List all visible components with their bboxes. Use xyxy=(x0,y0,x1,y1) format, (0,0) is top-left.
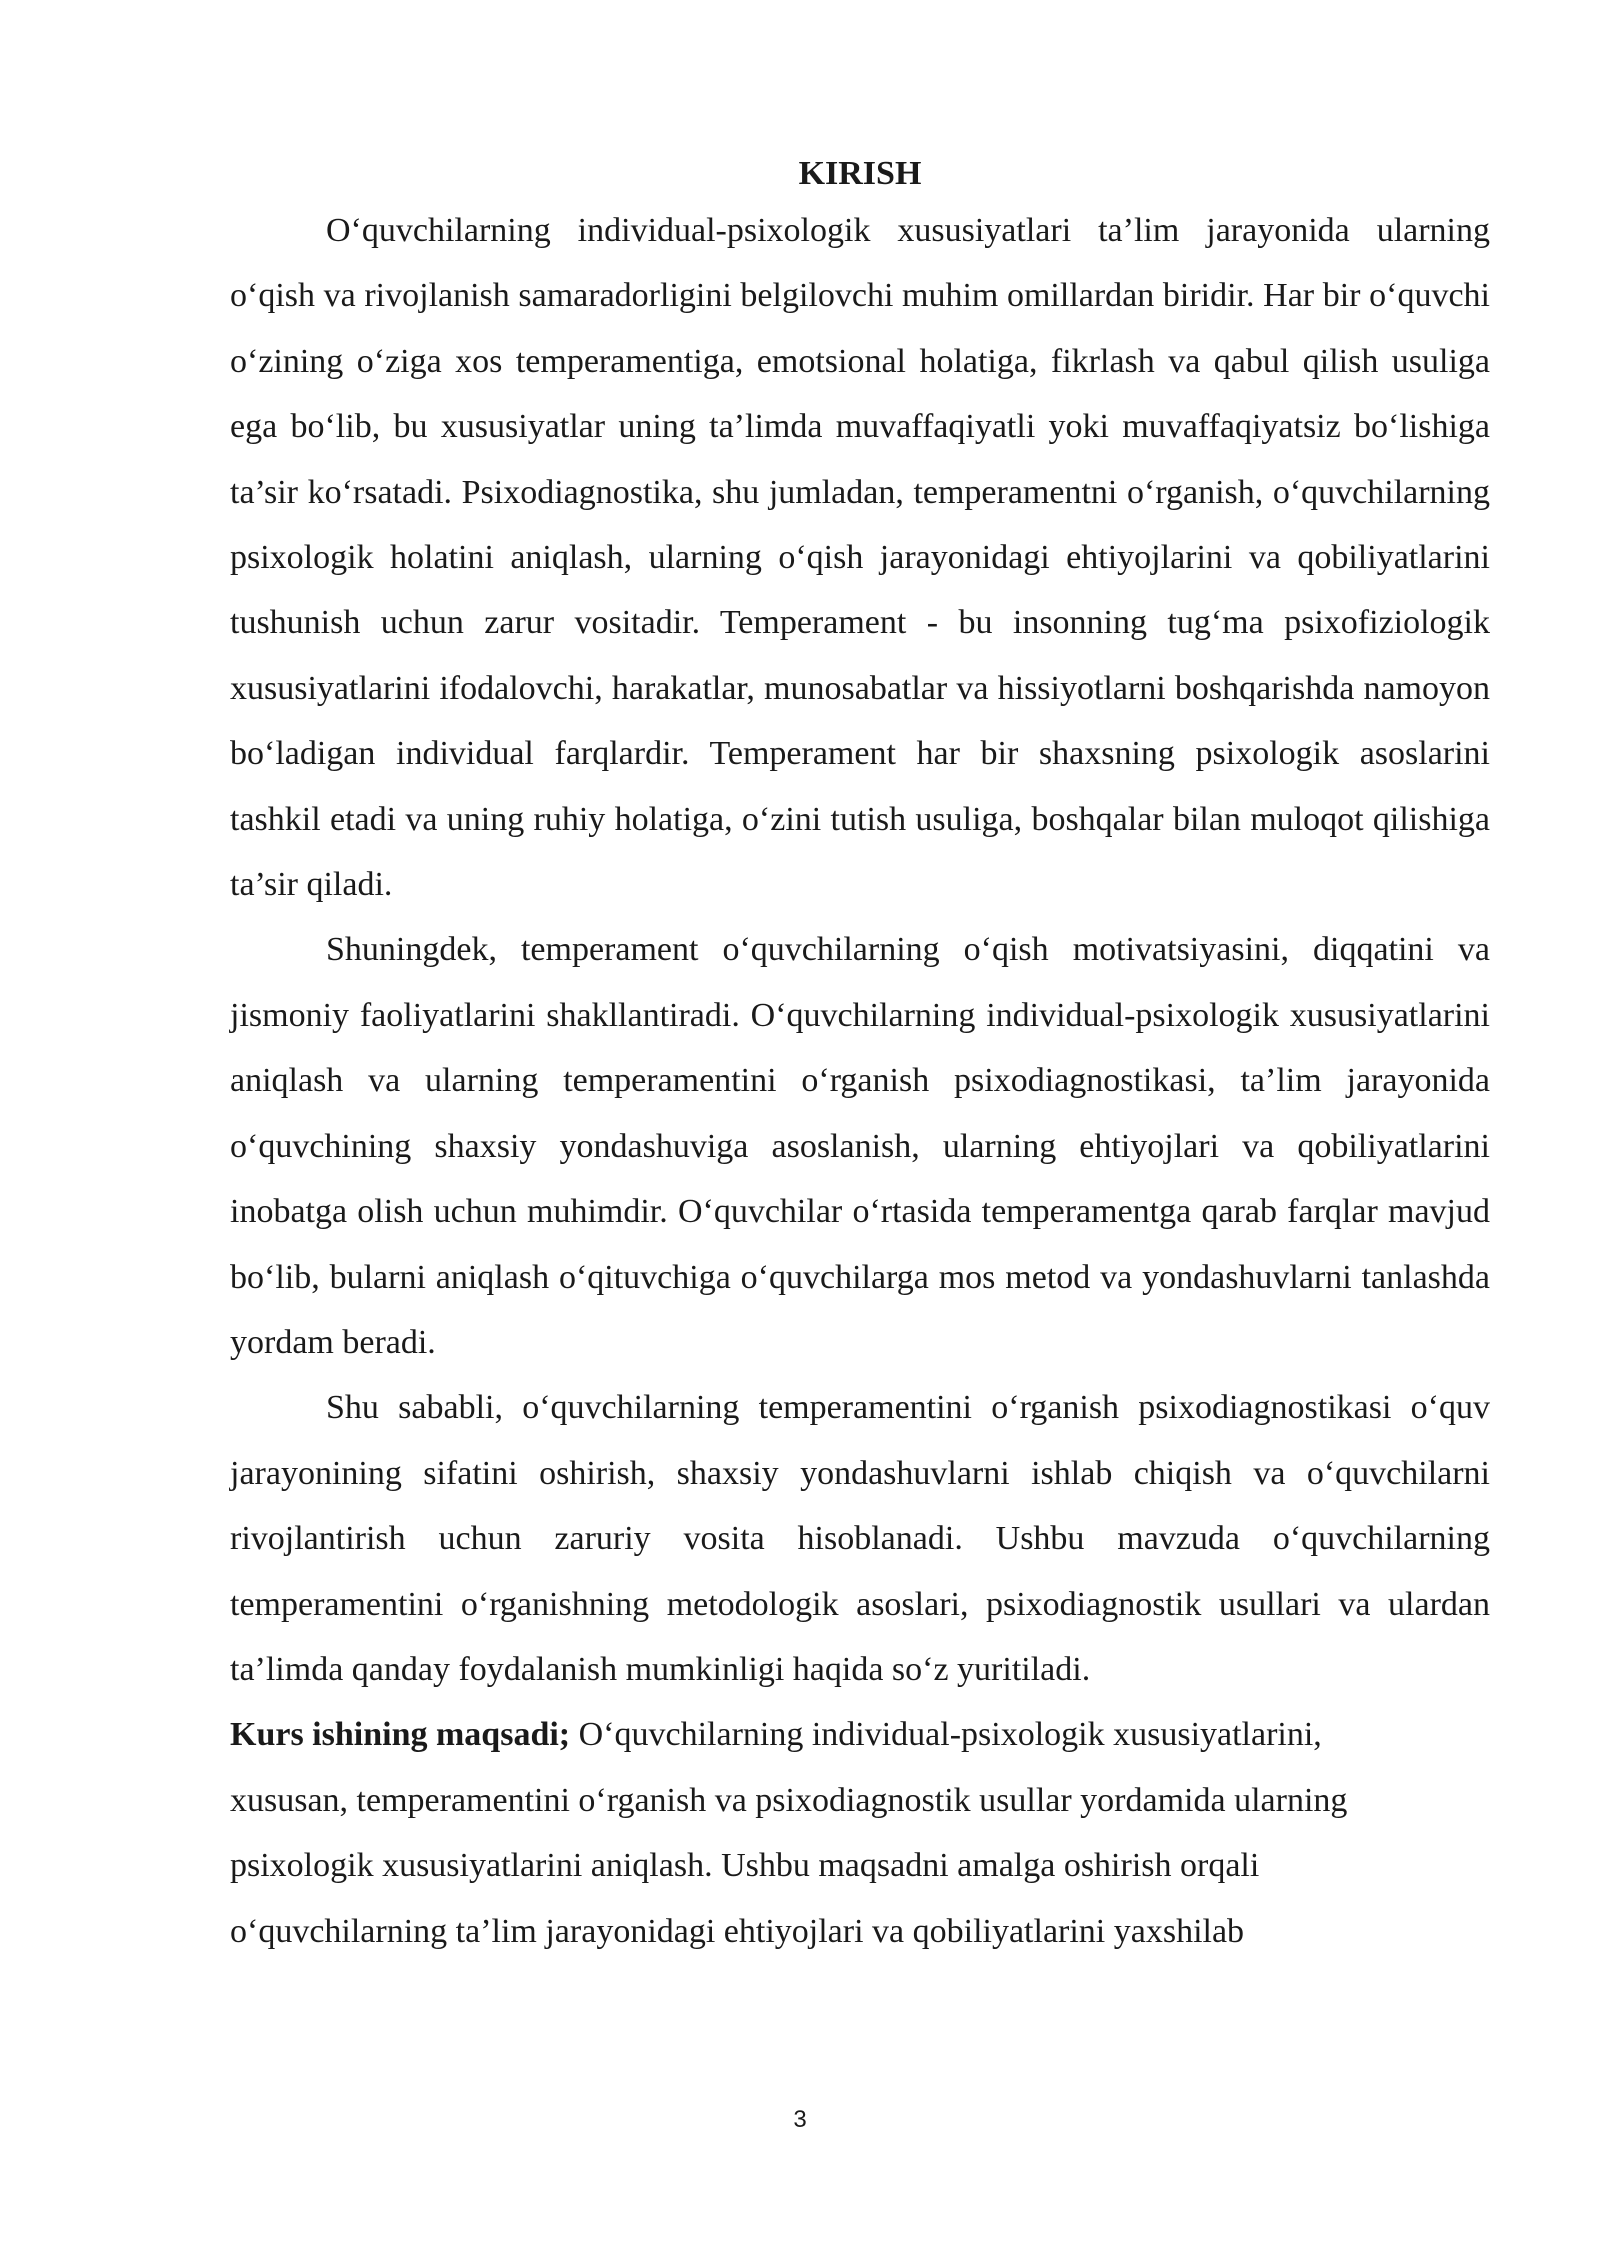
goal-line-3: psixologik xususiyatlarini aniqlash. Ushbu maqsadni amalga oshirish orqali xyxy=(230,1847,1260,1885)
page-number: 3 xyxy=(793,2106,807,2133)
goal-line-4: o‘quvchilarning ta’lim jarayonidagi ehtiyojlari va qobiliyatlarini yaxshilab xyxy=(230,1912,1245,1950)
goal-label: Kurs ishining maqsadi; xyxy=(230,1716,571,1754)
paragraph-3: Shu sababli, o‘quvchilarning temperamentini o‘rganish psixodiagnostikasi o‘quv jarayonining sifatini oshirish, shaxsiy yondashuvlarni ishlab chiqish va o‘quvchilarni rivojlantirish uchun zaruriy vosita hisoblanadi. Ushbu mavzuda o‘quvchilarning temperamentini o‘rganishning metodologik asoslari, psixodiagnostik usullari va ulardan ta’limda qanday foydalanish mumkinligi haqida so‘z yuritiladi. xyxy=(230,1389,1490,1688)
goal-paragraph xyxy=(230,1702,1490,1964)
goal-line-1: O‘quvchilarning individual-psixologik xususiyatlarini, xyxy=(570,1716,1322,1754)
paragraph-1: O‘quvchilarning individual-psixologik xususiyatlari ta’lim jarayonida ularning o‘qish va rivojlanish samaradorligini belgilovchi muhim omillardan biridir. Har bir o‘quvchi o‘zining o‘ziga xos temperamentiga, emotsional holatiga, fikrlash va qabul qilish usuliga ega bo‘lib, bu xususiyatlar uning ta’limda muvaffaqiyatli yoki muvaffaqiyatsiz bo‘lishiga ta’sir ko‘rsatadi. Psixodiagnostika, shu jumladan, temperamentni o‘rganish, o‘quvchilarning psixologik holatini aniqlash, ularning o‘qish jarayonidagi ehtiyojlarini va qobiliyatlarini tushunish uchun zarur vositadir. Temperament - bu insonning tug‘ma psixofiziologik xususiyatlarini ifodalovchi, harakatlar, munosabatlar va hissiyotlarni boshqarishda namoyon bo‘ladigan individual farqlardir. Temperament har bir shaxsning psixologik asoslarini tashkil etadi va uning ruhiy holatiga, o‘zini tutish usuliga, boshqalar bilan muloqot qilishiga ta’sir qiladi. xyxy=(230,212,1490,904)
paragraph-2: Shuningdek, temperament o‘quvchilarning o‘qish motivatsiyasini, diqqatini va jismoniy faoliyatlarini shakllantiradi. O‘quvchilarning individual-psixologik xususiyatlarini aniqlash va ularning temperamentini o‘rganish psixodiagnostikasi, ta’lim jarayonida o‘quvchining shaxsiy yondashuviga asoslanish, ularning ehtiyojlari va qobiliyatlarini inobatga olish uchun muhimdir. O‘quvchilar o‘rtasida temperamentga qarab farqlar mavjud bo‘lib, bularni aniqlash o‘qituvchiga o‘quvchilarga mos metod va yondashuvlarni tanlashda yordam beradi. xyxy=(230,931,1490,1361)
document-page xyxy=(230,150,1490,1964)
section-title: KIRISH xyxy=(798,155,922,192)
goal-line-2: xususan, temperamentini o‘rganish va psixodiagnostik usullar yordamida ularning xyxy=(230,1781,1348,1819)
